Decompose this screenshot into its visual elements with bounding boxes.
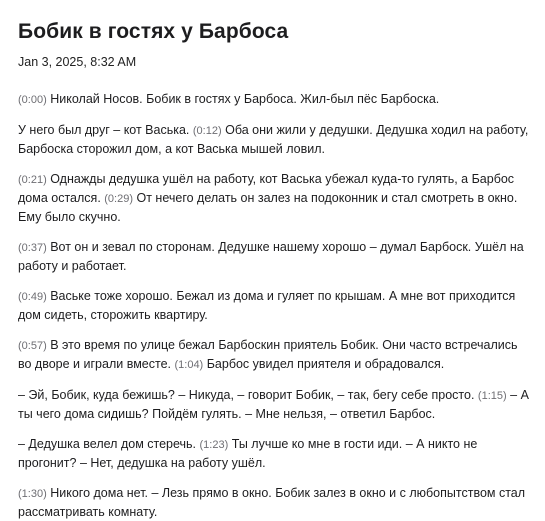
transcript-paragraph [18, 287, 533, 324]
timestamp[interactable]: (0:29) [104, 193, 134, 205]
timestamp[interactable]: (0:57) [18, 340, 47, 352]
transcript-text: У него был друг – кот Васька. [18, 123, 193, 137]
timestamp[interactable]: (1:23) [199, 439, 229, 451]
timestamp[interactable]: (1:30) [18, 488, 47, 500]
timestamp[interactable]: (0:49) [18, 291, 47, 303]
transcript-paragraph [18, 238, 533, 275]
timestamp[interactable]: (0:21) [18, 174, 47, 186]
transcript-text: Николай Носов. Бобик в гостях у Барбоса. Жил-был пёс Барбоска. [46, 92, 440, 106]
timestamp[interactable]: (0:00) [18, 94, 47, 106]
transcript-text: – А ты чего дома сидишь? Пойдём гулять. – Мне нельзя, – ответил Барбос. [18, 388, 529, 421]
recording-date: Jan 3, 2025, 8:32 AM [18, 55, 137, 69]
transcript-text: Барбос увидел приятеля и обрадовался. [203, 357, 445, 371]
timestamp[interactable]: (1:15) [477, 390, 507, 402]
transcript-paragraph [18, 484, 533, 521]
transcript-paragraph [18, 336, 533, 374]
transcript-text: Вот он и зевал по сторонам. Дедушке нашему хорошо – думал Барбоск. Ушёл на работу и работает. [18, 240, 524, 273]
transcript-body [18, 90, 533, 521]
page-title: Бобик в гостях у Барбоса [18, 20, 289, 43]
transcript-text: От нечего делать он залез на подоконник и стал смотреть в окно. Ему было скучно. [18, 191, 518, 224]
transcript-text: – Дедушка велел дом стеречь. [18, 437, 200, 451]
timestamp[interactable]: (1:04) [174, 359, 204, 371]
transcript-paragraph [18, 386, 533, 423]
transcript-paragraph [18, 435, 533, 472]
transcript-paragraph [18, 121, 533, 158]
transcript-text: Оба они жили у дедушки. Дедушка ходил на работу, Барбоска сторожил дом, а кот Васька мышей ловил. [18, 123, 529, 156]
timestamp[interactable]: (0:37) [18, 242, 47, 254]
transcript-text: Ваське тоже хорошо. Бежал из дома и гуляет по крышам. А мне вот приходится дом сидеть, сторожить квартиру. [18, 289, 516, 322]
transcript-text: Никого дома нет. – Лезь прямо в окно. Бобик залез в окно и с любопытством стал рассматривать комнату. [18, 486, 526, 519]
timestamp[interactable]: (0:12) [192, 125, 222, 137]
transcript-text: – Эй, Бобик, куда бежишь? – Никуда, – говорит Бобик, – так, бегу себе просто. [18, 388, 478, 402]
transcript-text: Ты лучше ко мне в гости иди. – А никто не прогонит? – Нет, дедушка на работу ушёл. [18, 437, 478, 470]
transcript-text: В это время по улице бежал Барбоскин приятель Бобик. Они часто встречались во дворе и играли вместе. [18, 338, 518, 371]
transcript-text: Однажды дедушка ушёл на работу, кот Васька убежал куда-то гулять, а Барбос дома остался. [18, 172, 515, 205]
transcript-paragraph [18, 90, 533, 109]
transcript-paragraph [18, 170, 533, 226]
